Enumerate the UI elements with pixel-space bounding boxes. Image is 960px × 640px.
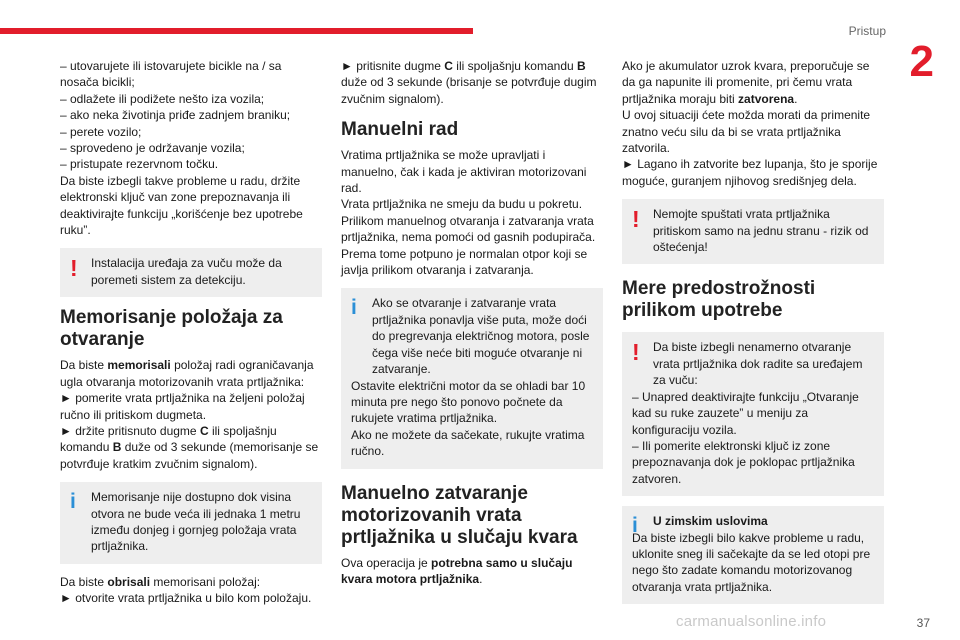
list-item: – sprovedeno je održavanje vozila; bbox=[60, 141, 245, 156]
paragraph: Ako je akumulator uzrok kvara, preporučuje se da ga napunite ili promenite, pri čemu vrata prtljažnika moraju biti zatvorena. bbox=[622, 59, 870, 106]
info-text: Ostavite električni motor da se ohladi bar 10 minuta pre nego što ponovo počnete da rukujete vratima prtljažnika. bbox=[351, 378, 586, 426]
column-3 bbox=[622, 58, 884, 614]
info-text: Ako se otvaranje i zatvaranje vrata prtljažnika ponavlja više puta, može doći do pregrevanja električnog motora, posle čega više neće biti moguće otvaranje ni zatvaranje. bbox=[372, 296, 590, 377]
info-icon: i bbox=[70, 490, 76, 514]
info-text: Da biste izbegli bilo kakve probleme u radu, uklonite sneg ili sačekajte da se led otopi pre nego što zadate komandu motorizovanog otvaranja vrata prtljažnika. bbox=[632, 530, 871, 594]
instruction-step: ► pomerite vrata prtljažnika na željeni položaj ručno ili pritiskom dugmeta. bbox=[60, 391, 305, 422]
paragraph: Vrata prtljažnika ne smeju da budu u pokretu. Prilikom manuelnog otvaranja i zatvaranja vrata prtljažnika, nema pomoći od gasnih podupirača. Prema tome potpuno je normalan otpor koji se javlja prilikom otvaranja i zatvaranja. bbox=[341, 197, 596, 278]
list-item: – utovarujete ili istovarujete bicikle na / sa nosača bicikli; bbox=[60, 59, 282, 90]
instruction-step: ► otvorite vrata prtljažnika u bilo kom položaju. bbox=[60, 591, 312, 606]
column-1 bbox=[60, 58, 322, 607]
info-note bbox=[341, 288, 603, 468]
instruction-step: ► držite pritisnuto dugme C ili spoljašnju komandu B duže od 3 sekunde (memorisanje se potvrđuje kratkim zvučnim signalom). bbox=[60, 423, 319, 471]
warning-note bbox=[622, 199, 884, 264]
info-icon: i bbox=[351, 296, 357, 320]
list-item: – odlažete ili podižete nešto iza vozila; bbox=[60, 91, 265, 106]
warning-text: – Ili pomerite elektronski ključ iz zone prepoznavanja dok je poklopac prtljažnika zatvoren. bbox=[632, 438, 855, 486]
top-accent-bar bbox=[0, 28, 473, 34]
instruction-step: ► Lagano ih zatvorite bez lupanja, što je sporije moguće, guranjem njihovog središnjeg dela. bbox=[622, 157, 878, 188]
paragraph: Ova operacija je potrebna samo u slučaju kvara motora prtljažnika. bbox=[341, 555, 573, 586]
warning-text: – Unapred deaktivirajte funkciju „Otvaranje kad su ruke zauzete” u meniju za konfiguraciju vozila. bbox=[632, 389, 859, 437]
watermark: carmanualsonline.info bbox=[676, 613, 827, 630]
paragraph: Da biste obrisali memorisani položaj: bbox=[60, 574, 261, 589]
warning-text: Instalacija uređaja za vuču može da poremeti sistem za detekciju. bbox=[91, 256, 282, 287]
exclamation-icon: ! bbox=[632, 206, 640, 233]
list-item: – pristupate rezervnom točku. bbox=[60, 157, 219, 172]
paragraph: Da biste memorisali položaj radi ograničavanja ugla otvaranja motorizovanih vrata prtljažnika: bbox=[60, 358, 314, 389]
section-heading: Manuelni rad bbox=[341, 119, 459, 141]
warning-text: Da biste izbegli nenamerno otvaranje vrata prtljažnika dok radite sa uređajem za vuču: bbox=[653, 340, 863, 388]
info-text: Ako ne možete da sačekate, rukujte vratima ručno. bbox=[351, 427, 585, 459]
column-2 bbox=[341, 58, 603, 587]
section-heading: Memorisanje položaja za otvaranje bbox=[60, 307, 283, 351]
paragraph: Da biste izbegli takve probleme u radu, držite elektronski ključ van zone prepoznavanja ili deaktivirajte funkciju „korišćenje bez upotrebe ruku”. bbox=[60, 173, 303, 238]
warning-note bbox=[622, 332, 884, 496]
exclamation-icon: ! bbox=[632, 339, 640, 366]
warning-note bbox=[60, 248, 322, 297]
warning-text: Nemojte spuštati vrata prtljažnika pritiskom samo na jednu stranu - rizik od oštećenja! bbox=[653, 207, 869, 255]
list-item: – perete vozilo; bbox=[60, 124, 142, 139]
info-note bbox=[60, 482, 322, 564]
section-name: Pristup bbox=[848, 24, 886, 38]
list-item: – ako neka životinja priđe zadnjem braniku; bbox=[60, 108, 291, 123]
exclamation-icon: ! bbox=[70, 255, 78, 282]
section-heading: Manuelno zatvaranje motorizovanih vrata prtljažnika u slučaju kvara bbox=[341, 482, 578, 548]
condition-list bbox=[60, 58, 322, 173]
info-text: Memorisanje nije dostupno dok visina otvora ne bude veća ili jednaka 1 metru između donjeg i gornjeg položaja vrata prtljažnika. bbox=[91, 490, 301, 554]
paragraph: Vratima prtljažnika se može upravljati i manuelno, čak i kada je aktiviran motorizovani rad. bbox=[341, 148, 587, 196]
info-note bbox=[622, 506, 884, 604]
instruction-step: ► pritisnite dugme C ili spoljašnju komandu B duže od 3 sekunde (brisanje se potvrđuje dugim zvučnim signalom). bbox=[341, 59, 597, 106]
info-icon: i bbox=[632, 514, 638, 538]
section-heading: Mere predostrožnosti prilikom upotrebe bbox=[622, 278, 816, 322]
page-number: 37 bbox=[916, 616, 930, 630]
paragraph: U ovoj situaciji ćete možda morati da primenite znatno veću silu da bi se vrata prtljažnika zatvorila. bbox=[622, 108, 871, 156]
chapter-number: 2 bbox=[909, 37, 934, 86]
info-title: U zimskim uslovima bbox=[653, 514, 768, 529]
